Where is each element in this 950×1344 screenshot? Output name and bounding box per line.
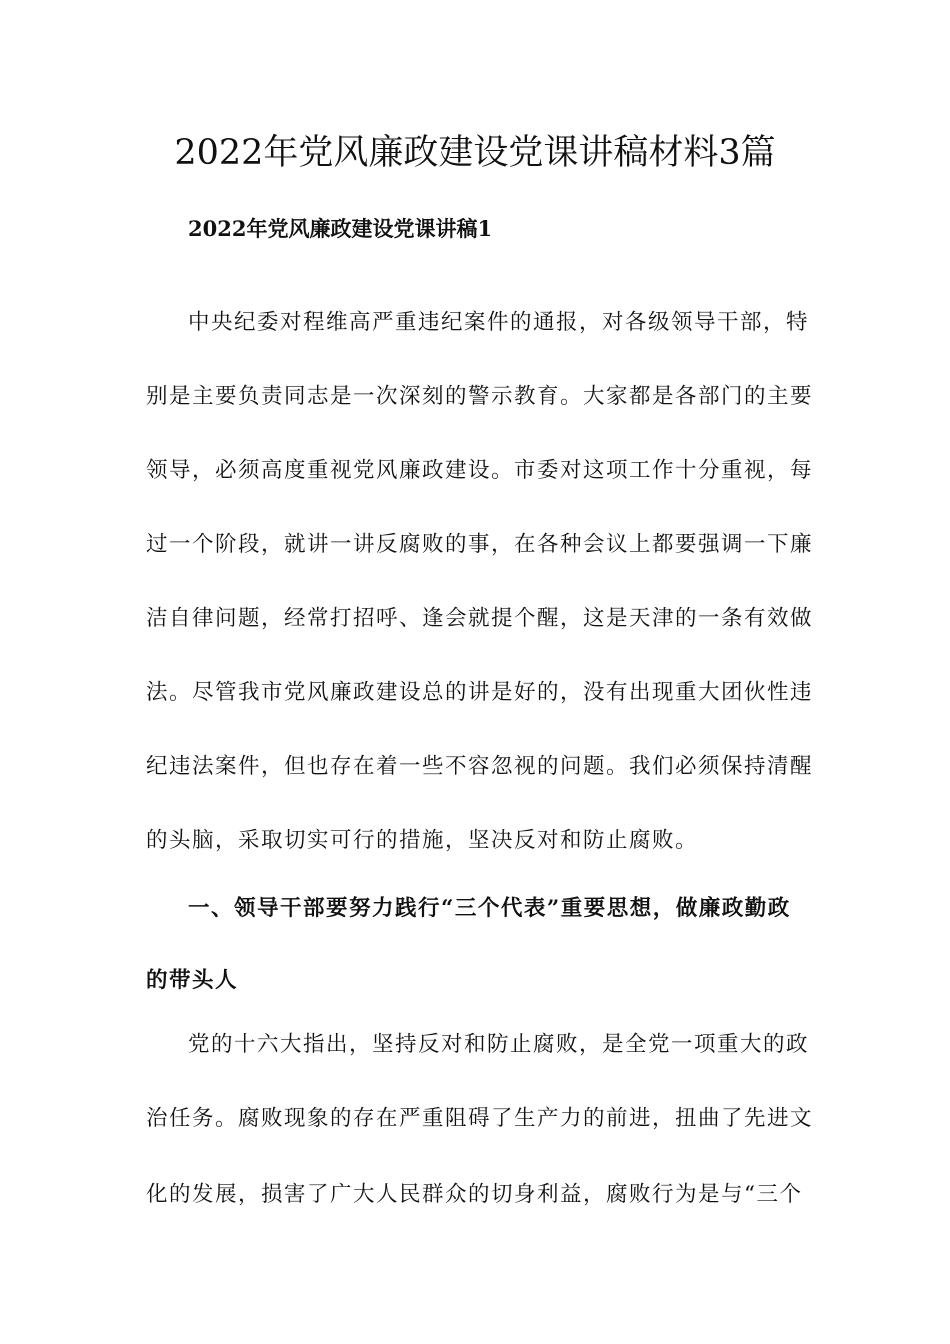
paragraph-line: 化的发展，损害了广大人民群众的切身利益，腐败行为是与“三个 (146, 1182, 803, 1207)
section-heading: 2022年党风廉政建设党课讲稿1 (188, 216, 493, 241)
paragraph-line: 治任务。腐败现象的存在严重阻碍了生产力的前进，扭曲了先进文 (146, 1106, 814, 1131)
paragraph-line: 别是主要负责同志是一次深刻的警示教育。大家都是各部门的主要 (146, 384, 814, 409)
paragraph-line: 党的十六大指出，坚持反对和防止腐败，是全党一项重大的政 (188, 1032, 810, 1057)
paragraph-line: 中央纪委对程维高严重违纪案件的通报，对各级领导干部，特 (188, 310, 810, 335)
document-title: 2022年党风廉政建设党课讲稿材料3篇 (174, 133, 776, 173)
paragraph-line: 过一个阶段，就讲一讲反腐败的事，在各种会议上都要强调一下廉 (146, 532, 814, 557)
paragraph-line: 的头脑，采取切实可行的措施，坚决反对和防止腐败。 (146, 828, 699, 853)
paragraph-line: 纪违法案件，但也存在着一些不容忽视的问题。我们必须保持清醒 (146, 754, 814, 779)
subheading-line: 一、领导干部要努力践行“三个代表”重要思想，做廉政勤政 (188, 896, 791, 921)
paragraph-line: 法。尽管我市党风廉政建设总的讲是好的，没有出现重大团伙性违 (146, 680, 814, 705)
paragraph-line: 洁自律问题，经常打招呼、逢会就提个醒，这是天津的一条有效做 (146, 606, 814, 631)
paragraph-line: 领导，必须高度重视党风廉政建设。市委对这项工作十分重视，每 (146, 458, 814, 483)
subheading-line: 的带头人 (146, 968, 239, 993)
